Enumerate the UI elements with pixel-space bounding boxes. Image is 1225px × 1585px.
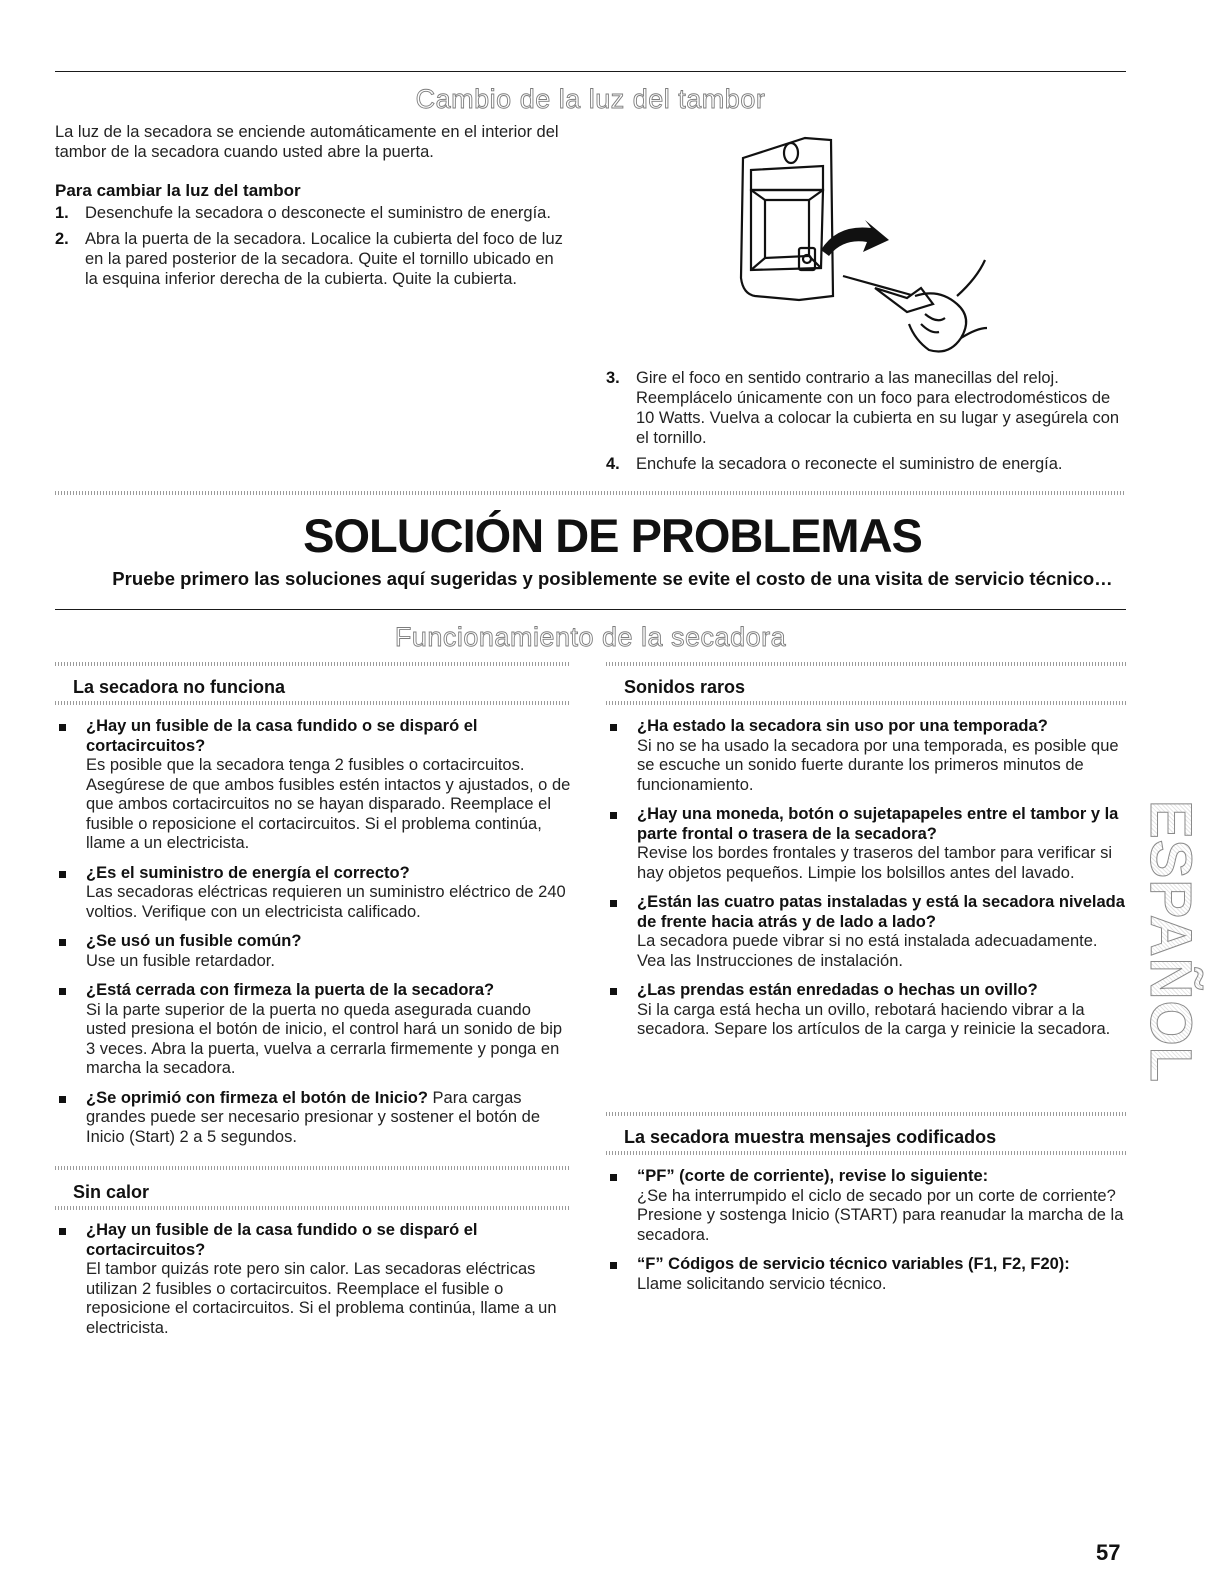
top-rule [55, 71, 1126, 72]
bullet-icon [59, 1096, 66, 1103]
list-item [55, 932, 575, 971]
subsection-heading-no-funciona: La secadora no funciona [73, 677, 286, 697]
item-question: ¿Se usó un fusible común? [86, 932, 302, 950]
sonidos-list [606, 717, 1126, 1050]
step-number: 1. [55, 204, 69, 222]
subsection-top-rule [606, 662, 1126, 666]
list-item [55, 981, 575, 1079]
list-item [606, 893, 1126, 971]
step-item [55, 229, 570, 289]
list-item [606, 1255, 1126, 1294]
list-item [606, 1167, 1126, 1245]
item-question: “F” Códigos de servicio técnico variables (F1, F2, F20): [637, 1255, 1070, 1273]
steps-heading: Para cambiar la luz del tambor [55, 181, 301, 200]
item-answer: Si no se ha usado la secadora por una temporada, es posible que se escuche un sonido fuerte durante los primeros minutos de funcionamiento. [637, 736, 1119, 794]
section-title-dryer-operation: Funcionamiento de la secadora [394, 622, 787, 652]
sin-calor-list [55, 1221, 575, 1348]
step-number: 2. [55, 230, 69, 248]
language-side-tab: ESPAÑOL [1134, 800, 1204, 1070]
item-answer: Llame solicitando servicio técnico. [637, 1274, 887, 1293]
bullet-icon [59, 1228, 66, 1235]
item-answer: ¿Se ha interrumpido el ciclo de secado por un corte de corriente? Presione y sostenga Inicio (START) para reanudar la marcha de la secadora. [637, 1186, 1124, 1244]
list-item [606, 717, 1126, 795]
codigos-list [606, 1167, 1126, 1304]
bullet-icon [59, 871, 66, 878]
section-title-drum-light: Cambio de la luz del tambor [415, 84, 766, 114]
bullet-icon [610, 900, 617, 907]
bullet-icon [59, 939, 66, 946]
item-answer: Revise los bordes frontales y traseros del tambor para verificar si hay objetos pequeños. Limpie los bolsillos antes del lavado. [637, 844, 1113, 882]
page-title: SOLUCIÓN DE PROBLEMAS [303, 509, 922, 562]
step-item [606, 368, 1126, 448]
item-question: “PF” (corte de corriente), revise lo siguiente: [637, 1167, 989, 1185]
item-answer: Las secadoras eléctricas requieren un suministro eléctrico de 240 voltios. Verifique con un electricista calificado. [86, 883, 566, 921]
drum-light-intro: La luz de la secadora se enciende automáticamente en el interior del tambor de la secadora cuando usted abre la puerta. [55, 123, 559, 161]
title-rule [55, 609, 1126, 610]
subsection-heading-sin-calor: Sin calor [73, 1182, 150, 1202]
list-item [606, 805, 1126, 883]
bullet-icon [610, 988, 617, 995]
bullet-icon [59, 724, 66, 731]
troubleshooting-intro: Pruebe primero las soluciones aquí sugeridas y posiblemente se evite el costo de una visita de servicio técnico… [112, 568, 1113, 589]
list-item [606, 981, 1126, 1040]
bullet-icon [610, 1174, 617, 1181]
page-number: 57 [1096, 1540, 1121, 1565]
item-question: ¿Hay un fusible de la casa fundido o se disparó el cortacircuitos? [86, 1221, 478, 1259]
bullet-icon [59, 988, 66, 995]
item-question: ¿Hay una moneda, botón o sujetapapeles entre el tambor y la parte frontal o trasera de la secadora? [637, 805, 1119, 843]
list-item [55, 864, 575, 923]
subsection-bottom-rule [55, 701, 570, 705]
item-question: ¿Ha estado la secadora sin uso por una temporada? [637, 717, 1048, 735]
step-item [606, 454, 1126, 474]
step-item [55, 203, 570, 223]
bullet-icon [610, 1262, 617, 1269]
drum-light-illustration [725, 128, 1015, 368]
item-question: ¿Se oprimió con firmeza el botón de Inicio? [86, 1088, 428, 1107]
item-question: ¿Están las cuatro patas instaladas y está la secadora nivelada de frente hacia atrás y de lado a lado? [637, 893, 1125, 931]
bullet-icon [610, 812, 617, 819]
subsection-top-rule [55, 662, 570, 666]
item-answer: La secadora puede vibrar si no está instalada adecuadamente. Vea las Instrucciones de instalación. [637, 932, 1098, 970]
item-question: ¿Es el suministro de energía el correcto? [86, 863, 410, 882]
subsection-heading-sonidos: Sonidos raros [624, 677, 746, 697]
bullet-icon [610, 724, 617, 731]
section-divider [55, 491, 1126, 495]
step-text: Abra la puerta de la secadora. Localice la cubierta del foco de luz en la pared posterior de la secadora. Quite el tornillo ubicado en la esquina inferior derecha de la cubierta. Quite la cubierta. [85, 230, 563, 288]
step-text: Enchufe la secadora o reconecte el suministro de energía. [636, 455, 1063, 473]
list-item [55, 1221, 575, 1338]
steps-right-list [606, 368, 1126, 480]
subsection-bottom-rule [606, 701, 1126, 705]
subsection-bottom-rule [55, 1206, 570, 1210]
no-funciona-list [55, 717, 575, 1157]
item-question: ¿Las prendas están enredadas o hechas un ovillo? [637, 981, 1038, 999]
item-answer: El tambor quizás rote pero sin calor. Las secadoras eléctricas utilizan 2 fusibles o cortacircuitos. Reemplace el fusible o reposicione el cortacircuitos. Si el problema continúa, llame a un electricista. [86, 1260, 557, 1337]
subsection-heading-codigos: La secadora muestra mensajes codificados [624, 1127, 997, 1147]
step-text: Gire el foco en sentido contrario a las manecillas del reloj. Reemplácelo únicamente con un foco para electrodomésticos de 10 Watts. Vuelva a colocar la cubierta en su lugar y asegúrela con el tornillo. [636, 369, 1120, 447]
item-answer: Si la carga está hecha un ovillo, rebotará haciendo vibrar a la secadora. Separe los artículos de la carga y reinicie la secadora. [637, 1000, 1111, 1038]
item-question: ¿Está cerrada con firmeza la puerta de la secadora? [86, 981, 495, 999]
step-number: 4. [606, 455, 620, 473]
subsection-bottom-rule [606, 1151, 1126, 1155]
item-answer: Use un fusible retardador. [86, 951, 275, 970]
list-item [55, 717, 575, 854]
steps-left-list [55, 203, 570, 295]
item-answer: Es posible que la secadora tenga 2 fusibles o cortacircuitos. Asegúrese de que ambos fusibles estén intactos y ajustados, o de que ambos cortacircuitos no se hayan disparado. Reemplace el fusible o reposicione el cortacircuitos. Si el problema continúa, llame a un electricista. [86, 756, 571, 852]
item-answer: Si la parte superior de la puerta no queda asegurada cuando usted presiona el botón de inicio, el control hará un sonido de bip 3 veces. Abra la puerta, vuelva a cerrarla firmemente y ponga en marcha la secadora. [86, 1000, 563, 1077]
item-answer: Para cargas grandes puede ser necesario presionar y sostener el botón de Inicio (Start) 2 a 5 segundos. [86, 1088, 541, 1146]
step-text: Desenchufe la secadora o desconecte el suministro de energía. [85, 204, 551, 222]
subsection-top-rule [606, 1112, 1126, 1116]
subsection-top-rule [55, 1166, 570, 1170]
list-item [55, 1089, 575, 1148]
item-question: ¿Hay un fusible de la casa fundido o se disparó el cortacircuitos? [86, 717, 478, 755]
step-number: 3. [606, 369, 620, 387]
